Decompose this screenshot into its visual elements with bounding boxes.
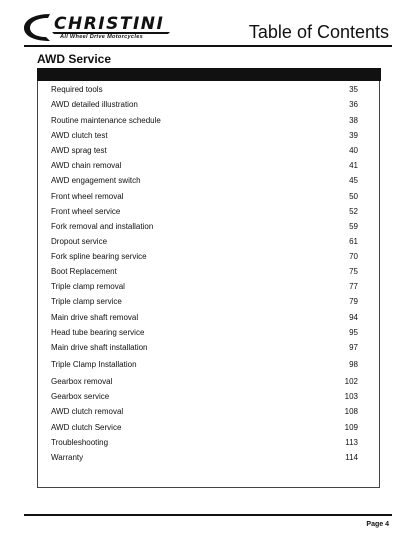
section-bar — [37, 68, 381, 81]
toc-entry[interactable] — [51, 220, 358, 234]
toc-entry-label: AWD chain removal — [51, 161, 122, 170]
toc-entry[interactable] — [51, 250, 358, 264]
toc-entry-page: 109 — [344, 423, 358, 432]
toc-entry[interactable] — [51, 83, 358, 97]
toc-entry[interactable] — [51, 358, 358, 372]
toc-entry-label: Triple clamp service — [51, 297, 122, 306]
toc-entry-label: Boot Replacement — [51, 267, 117, 276]
toc-entry-label: Front wheel removal — [51, 192, 124, 201]
toc-entry-label: Front wheel service — [51, 207, 121, 216]
toc-entry-page: 97 — [349, 343, 358, 352]
page-header — [0, 0, 416, 48]
toc-entry-label: Triple Clamp Installation — [51, 360, 137, 369]
toc-entry-page: 61 — [349, 237, 358, 246]
toc-entry-label: Head tube bearing service — [51, 328, 145, 337]
toc-entry[interactable] — [51, 114, 358, 128]
toc-entry-label: Main drive shaft installation — [51, 343, 148, 352]
toc-entry[interactable] — [51, 205, 358, 219]
toc-entry-label: AWD engagement switch — [51, 176, 141, 185]
toc-entry[interactable] — [51, 190, 358, 204]
toc-entry-page: 36 — [349, 100, 358, 109]
toc-entry-page: 75 — [349, 267, 358, 276]
toc-entry[interactable] — [51, 235, 358, 249]
toc-entry[interactable] — [51, 341, 358, 355]
toc-entry-page: 35 — [349, 85, 358, 94]
toc-entry-label: Warranty — [51, 453, 84, 462]
toc-entry-label: Gearbox removal — [51, 377, 113, 386]
toc-entry-page: 94 — [349, 313, 358, 322]
toc-entry[interactable] — [51, 421, 358, 435]
header-divider — [24, 45, 392, 47]
toc-entry[interactable] — [51, 280, 358, 294]
toc-entry[interactable] — [51, 98, 358, 112]
toc-entry[interactable] — [51, 405, 358, 419]
footer-page-number: Page 4 — [366, 521, 389, 528]
toc-entry-label: AWD clutch test — [51, 131, 108, 140]
toc-entry[interactable] — [51, 144, 358, 158]
toc-entry-label: AWD clutch Service — [51, 423, 122, 432]
toc-entry-label: Required tools — [51, 85, 103, 94]
toc-entry-label: Dropout service — [51, 237, 108, 246]
footer-divider — [24, 514, 392, 516]
toc-entry-label: AWD sprag test — [51, 146, 107, 155]
toc-entry-label: Main drive shaft removal — [51, 313, 139, 322]
toc-entry[interactable] — [51, 436, 358, 450]
toc-entry-page: 79 — [349, 297, 358, 306]
toc-entry[interactable] — [51, 265, 358, 279]
toc-entry-page: 59 — [349, 222, 358, 231]
toc-entry-label: Routine maintenance schedule — [51, 116, 161, 125]
toc-entry-page: 40 — [349, 146, 358, 155]
toc-entry-label: Fork removal and installation — [51, 222, 154, 231]
toc-entry-label: Fork spline bearing service — [51, 252, 147, 261]
toc-entry-label: Triple clamp removal — [51, 282, 125, 291]
toc-entry[interactable] — [51, 390, 358, 404]
toc-entry-page: 113 — [345, 438, 358, 447]
toc-entry[interactable] — [51, 159, 358, 173]
toc-entry[interactable] — [51, 451, 358, 465]
toc-entry-page: 114 — [345, 453, 358, 462]
toc-entry-page: 103 — [344, 392, 358, 401]
toc-entry-label: AWD clutch removal — [51, 407, 124, 416]
toc-entry-page: 38 — [349, 116, 358, 125]
brand-tagline: All Wheel Drive Motorcycles — [60, 34, 144, 40]
toc-entry[interactable] — [51, 129, 358, 143]
toc-entry-page: 77 — [349, 282, 358, 291]
toc-entry[interactable] — [51, 174, 358, 188]
brand-name: CHRISTINI — [54, 14, 165, 34]
toc-entry-page: 39 — [349, 131, 358, 140]
toc-entry-page: 52 — [349, 207, 358, 216]
toc-entry[interactable] — [51, 311, 358, 325]
toc-entry[interactable] — [51, 326, 358, 340]
toc-entry-page: 50 — [349, 192, 358, 201]
toc-entry-page: 45 — [349, 176, 358, 185]
christini-logo — [20, 10, 180, 44]
page-title: Table of Contents — [248, 22, 389, 42]
toc-entry-page: 70 — [349, 252, 358, 261]
toc-entry[interactable] — [51, 295, 358, 309]
toc-entry-page: 41 — [349, 161, 358, 170]
toc-entry-label: Troubleshooting — [51, 438, 109, 447]
toc-entry-label: AWD detailed illustration — [51, 100, 138, 109]
toc-entry-page: 95 — [349, 328, 358, 337]
section-title: AWD Service — [37, 52, 112, 66]
toc-entry-page: 102 — [344, 377, 358, 386]
toc-entry[interactable] — [51, 375, 358, 389]
toc-entry-page: 108 — [344, 407, 358, 416]
toc-entry-page: 98 — [349, 360, 358, 369]
toc-entry-label: Gearbox service — [51, 392, 110, 401]
